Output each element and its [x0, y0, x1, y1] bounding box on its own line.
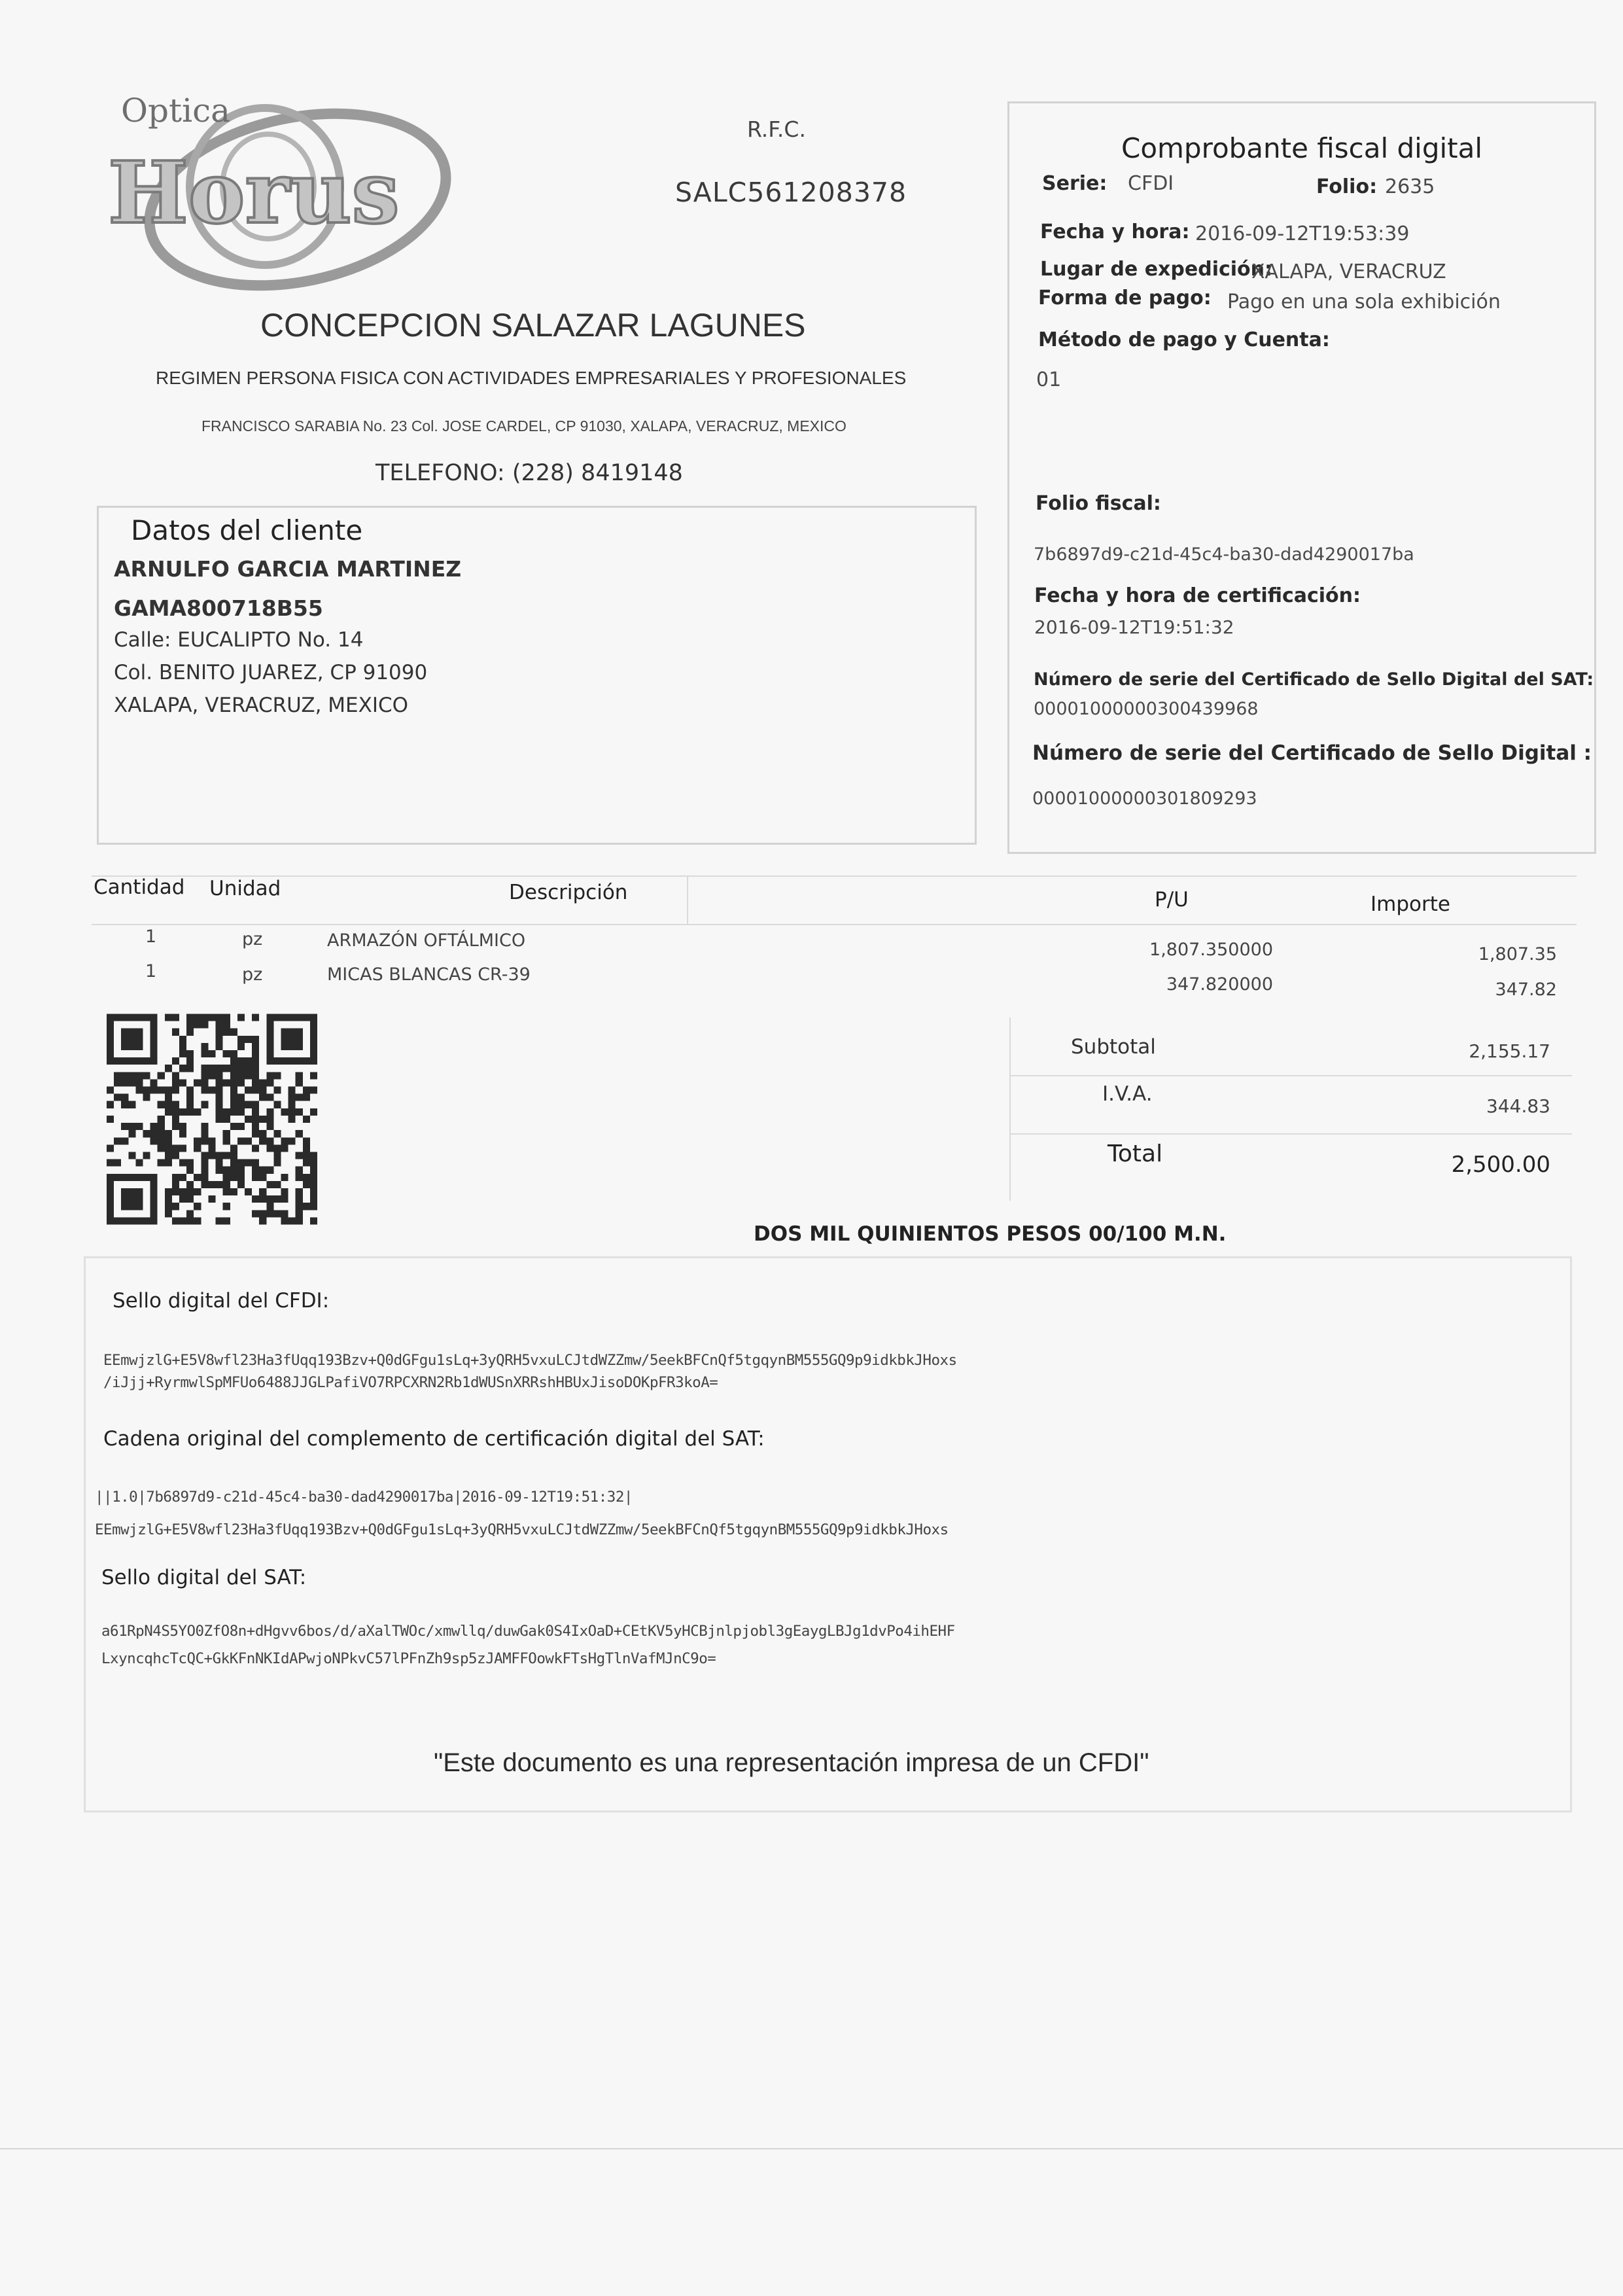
metodo-label: Método de pago y Cuenta: [1038, 328, 1330, 351]
cert-label: Número de serie del Certificado de Sello Digital : [1032, 741, 1592, 765]
sat-cert-label: Número de serie del Certificado de Sello Digital del SAT: [1034, 669, 1594, 690]
row1-descripcion: ARMAZÓN OFTÁLMICO [327, 930, 526, 951]
metodo-value: 01 [1036, 368, 1062, 391]
row1-importe: 1,807.35 [1478, 944, 1557, 964]
totals-left-rule [1009, 1017, 1011, 1201]
row2-cantidad: 1 [145, 961, 157, 981]
totals-rule-1 [1009, 1075, 1572, 1076]
fecha-label: Fecha y hora: [1040, 221, 1190, 243]
header-cantidad: Cantidad [94, 875, 185, 899]
client-rfc: GAMA800718B55 [114, 595, 323, 621]
footer-note: "Este documento es una representación impresa de un CFDI" [434, 1748, 1149, 1777]
issuer-regimen: REGIMEN PERSONA FISICA CON ACTIVIDADES EMPRESARIALES Y PROFESIONALES [156, 368, 907, 388]
row1-cantidad: 1 [145, 927, 157, 947]
subtotal-value: 2,155.17 [1469, 1040, 1550, 1062]
row2-importe: 347.82 [1495, 980, 1557, 1000]
sat-seal-line-2: LxyncqhcTcQC+GkKFnNKIdAPwjoNPkvC57lPFnZh9sp5zJAMFFOowkFTsHgTlnVafMJnC9o= [101, 1650, 716, 1667]
client-name: ARNULFO GARCIA MARTINEZ [114, 556, 462, 582]
folio-fiscal-value: 7b6897d9-c21d-45c4-ba30-dad4290017ba [1034, 544, 1414, 565]
header-unidad: Unidad [209, 877, 281, 900]
fecha-value: 2016-09-12T19:53:39 [1195, 222, 1410, 245]
logo-optica-text: Optica [121, 92, 230, 130]
row2-pu: 347.820000 [1166, 974, 1273, 995]
header-importe: Importe [1370, 892, 1450, 916]
page-bottom-rule [0, 2148, 1623, 2149]
cadena-line-1: ||1.0|7b6897d9-c21d-45c4-ba30-dad4290017ba|2016-09-12T19:51:32| [95, 1489, 633, 1506]
cert-fecha-label: Fecha y hora de certificación: [1034, 584, 1361, 607]
lugar-label: Lugar de expedición: [1040, 258, 1273, 281]
client-colonia: Col. BENITO JUAREZ, CP 91090 [114, 661, 428, 684]
header-descripcion: Descripción [509, 881, 628, 904]
row2-descripcion: MICAS BLANCAS CR-39 [327, 964, 531, 985]
fiscal-title: Comprobante fiscal digital [1121, 132, 1483, 164]
row2-unidad: pz [242, 964, 263, 985]
folio-label: Folio: [1316, 175, 1378, 198]
iva-label: I.V.A. [1102, 1082, 1153, 1106]
row1-unidad: pz [242, 929, 263, 949]
issuer-rfc-label: R.F.C. [747, 116, 806, 142]
serie-value: CFDI [1128, 172, 1174, 195]
serie-label: Serie: [1042, 172, 1108, 195]
issuer-name: CONCEPCION SALAZAR LAGUNES [260, 307, 806, 344]
sat-seal-title: Sello digital del SAT: [101, 1566, 307, 1589]
logo-brand-text: Horus [108, 143, 400, 243]
forma-value: Pago en una sola exhibición [1227, 291, 1501, 313]
sat-cert-value: 00001000000300439968 [1034, 699, 1259, 719]
total-in-words: DOS MIL QUINIENTOS PESOS 00/100 M.N. [754, 1222, 1227, 1246]
cfdi-seal-line-2: /iJjj+RyrmwlSpMFUo6488JJGLPafiVO7RPCXRN2Rb1dWUSnXRRshHBUxJisoDOKpFR3koA= [103, 1374, 718, 1391]
issuer-rfc: SALC561208378 [675, 177, 907, 208]
forma-label: Forma de pago: [1038, 287, 1212, 309]
folio-value: 2635 [1385, 175, 1435, 198]
issuer-phone: TELEFONO: (228) 8419148 [375, 460, 683, 486]
row1-pu: 1,807.350000 [1149, 940, 1273, 960]
totals-rule-2 [1009, 1133, 1572, 1135]
total-label: Total [1108, 1140, 1163, 1167]
cfdi-seal-line-1: EEmwjzlG+E5V8wfl23Ha3fUqq193Bzv+Q0dGFgu1sLq+3yQRH5vxuLCJtdWZZmw/5eekBFCnQf5tgqynBM555GQ9p9idkbkJHoxs [103, 1352, 957, 1369]
table-top-rule [92, 875, 1577, 877]
cert-value: 00001000000301809293 [1032, 788, 1257, 809]
qr-code [107, 1012, 317, 1226]
client-city: XALAPA, VERACRUZ, MEXICO [114, 694, 409, 717]
cert-fecha-value: 2016-09-12T19:51:32 [1034, 616, 1234, 638]
client-title: Datos del cliente [131, 514, 363, 546]
table-header-rule [92, 924, 1577, 925]
table-col-divider [687, 875, 688, 925]
iva-value: 344.83 [1486, 1095, 1550, 1117]
folio-fiscal-label: Folio fiscal: [1036, 492, 1161, 515]
lugar-value: XALAPA, VERACRUZ [1251, 260, 1446, 283]
subtotal-label: Subtotal [1071, 1035, 1156, 1059]
cadena-title: Cadena original del complemento de certificación digital del SAT: [103, 1427, 765, 1451]
issuer-address: FRANCISCO SARABIA No. 23 Col. JOSE CARDEL, CP 91030, XALAPA, VERACRUZ, MEXICO [201, 417, 846, 434]
cfdi-seal-title: Sello digital del CFDI: [113, 1289, 330, 1313]
total-value: 2,500.00 [1451, 1152, 1550, 1178]
sat-seal-line-1: a61RpN4S5YO0ZfO8n+dHgvv6bos/d/aXalTWOc/xmwllq/duwGak0S4IxOaD+CEtKV5yHCBjnlpjobl3gEaygLBJg1dvPo4ihEHF [101, 1623, 955, 1640]
client-street: Calle: EUCALIPTO No. 14 [114, 628, 364, 652]
header-pu: P/U [1155, 888, 1189, 911]
cadena-line-2: EEmwjzlG+E5V8wfl23Ha3fUqq193Bzv+Q0dGFgu1sLq+3yQRH5vxuLCJtdWZZmw/5eekBFCnQf5tgqynBM555GQ9p9idkbkJHoxs [95, 1521, 949, 1538]
